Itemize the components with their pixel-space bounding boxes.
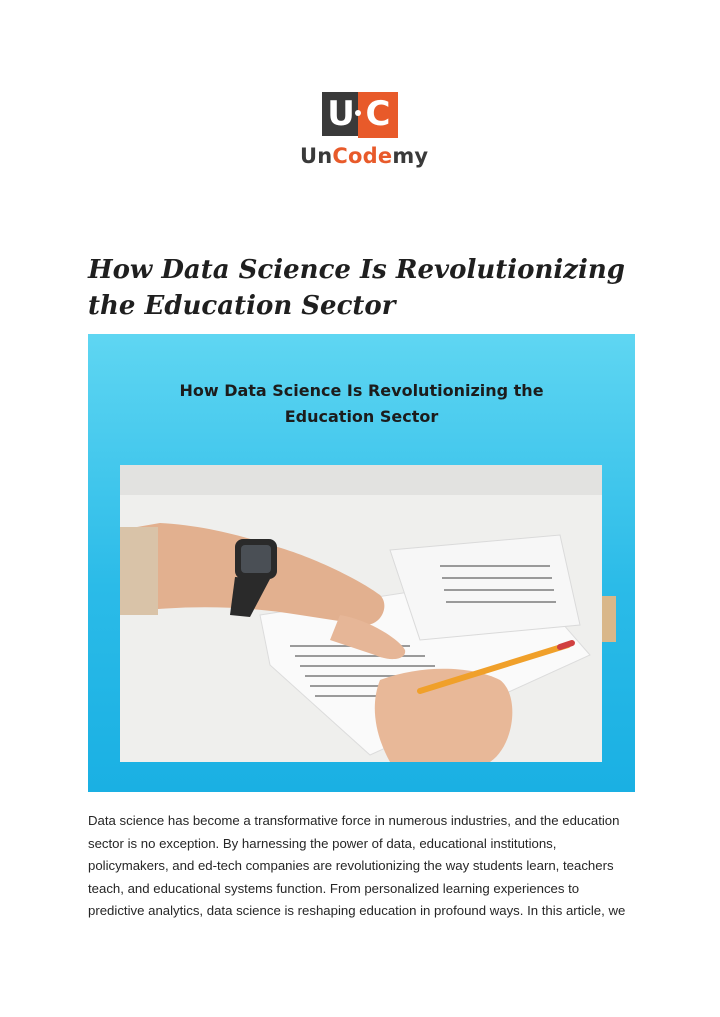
body-line-5: predictive analytics, data science is reshaping education in profound ways. In this article, we <box>88 903 626 918</box>
hero-heading-line-2: Education Sector <box>284 407 439 426</box>
article-title-line-2: the Education Sector <box>88 291 396 321</box>
article-title-line-1: How Data Science Is Revolutionizing <box>88 255 625 285</box>
article-title <box>88 252 648 324</box>
tape-strip <box>602 596 616 642</box>
hero-image <box>88 334 635 792</box>
hero-heading <box>88 378 635 430</box>
exam-photo-illustration <box>120 465 602 762</box>
body-line-2: sector is no exception. By harnessing the power of data, educational institutions, <box>88 835 557 851</box>
logo-dot <box>355 110 361 116</box>
body-line-1: Data science has become a transformative force in numerous industries, and the education <box>88 813 620 828</box>
hero-heading-line-1: How Data Science Is Revolutionizing the <box>179 381 544 400</box>
logo-word-code: Code <box>332 144 393 168</box>
body-line-3: policymakers, and ed-tech companies are revolutionizing the way students learn, teachers <box>88 858 614 873</box>
hero-photo <box>120 465 602 762</box>
body-line-4: teach, and educational systems function. From personalized learning experiences to <box>88 880 580 896</box>
logo-word-my: my <box>392 144 429 168</box>
logo-wordmark <box>300 144 430 168</box>
logo-word-un: Un <box>300 144 333 168</box>
article-body <box>88 810 638 923</box>
uncodemy-logo <box>300 92 430 172</box>
logo-letter-c: C <box>358 92 398 138</box>
logo-letter-u: U <box>322 92 360 136</box>
logo-mark <box>322 92 398 140</box>
